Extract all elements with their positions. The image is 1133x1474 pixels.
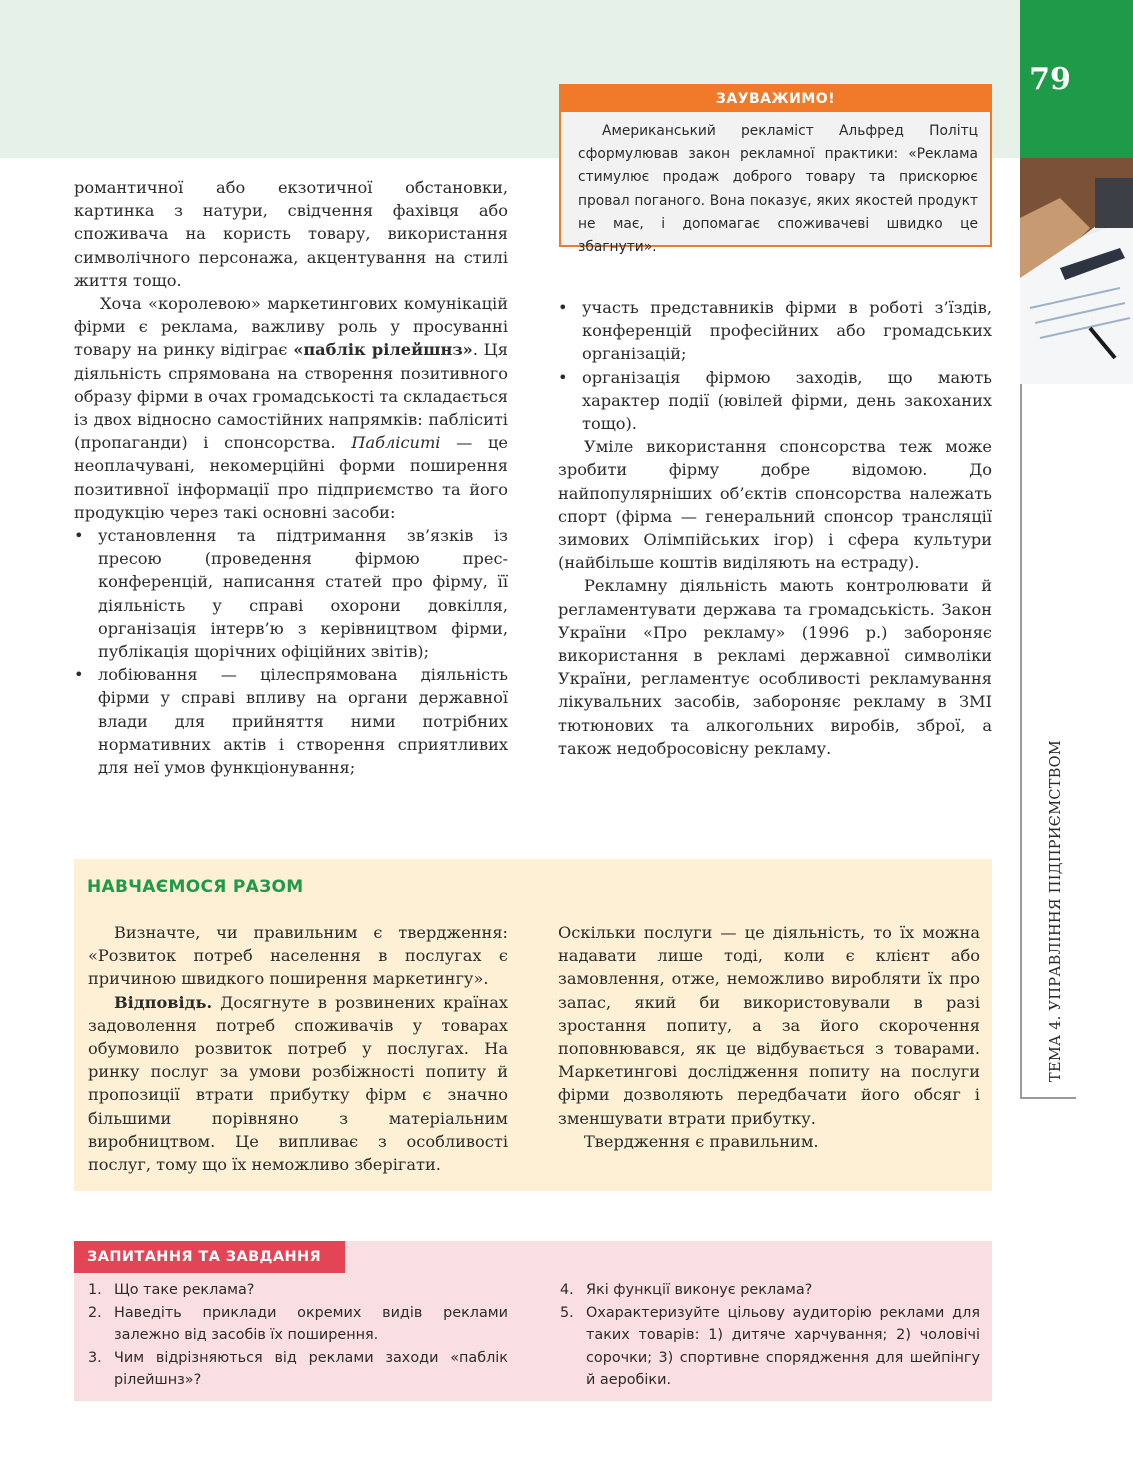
answer-text: Досягнуте в розвинених країнах задоволення потреб споживачів у товарах обумовило розвиток потреб у послугах. На ринку послуг за умови розбіжності попиту й пропозиції втрати прибутку фірм є значно більшими порівняно з матеріальним виробництвом. Це випливає з особливості послуг, тому що їх неможливо зберігати.	[88, 992, 508, 1175]
term-publicity: Пабліситі	[351, 433, 441, 453]
left-column	[74, 176, 508, 779]
questions-box	[74, 1241, 992, 1401]
paragraph: романтичної або екзотичної обстановки, картинка з натури, свідчення фахівця або споживача на користь товару, використання символічного персонажа, акцентування на стилі життя тощо.	[74, 178, 508, 290]
learn-left-column	[88, 921, 508, 1176]
learn-right-column	[558, 921, 980, 1153]
bullet-icon: •	[558, 367, 568, 387]
page-number-tab	[1020, 0, 1133, 158]
text-run: . Ця діяльність спрямована на створення позитивного образу фірми в очах громадськості та складається із двох відносно самостійних напрямків: пабліситі (пропаганди) і спонсорства.	[74, 340, 508, 453]
paragraph-advertising-law: Рекламну діяльність мають контролювати й регламентувати держава та громадськість. Закон України «Про рекламу» (1996 р.) забороняє використання в рекламі державної символіки України, регламентує особливості рекламування лікувальних засобів, забороняє рекламу в ЗМІ тютюнових та алкогольних виробів, зброї, а також недобросовісну рекламу.	[558, 576, 992, 758]
bullet-text: установлення та підтримання зв’язків із пресою (проведення фірмою прес-конференцій, написання статей про фірму, її діяльність у справі охорони довкілля, організація інтерв’ю з керівництвом фірми, публікація щорічних офіційних звітів);	[98, 526, 508, 662]
question-item	[88, 1302, 508, 1347]
bullet-text: участь представників фірми в роботі з’їздів, конференцій професійних або громадських організацій;	[582, 298, 992, 364]
side-divider-foot	[1020, 1097, 1076, 1099]
business-handshake-photo-icon	[1020, 158, 1133, 384]
learn-question: Визначте, чи правильним є твердження: «Розвиток потреб населення в послугах є причиною швидкого поширення маркетингу».	[88, 923, 508, 989]
paragraph-sponsorship: Уміле використання спонсорства теж може зробити фірму добре відомою. До найпопулярніших об’єктів спонсорства належать спорт (фірма — генеральний спонсор трансляції зимових Олімпійських ігор) і сфера культури (найбільше коштів виділяють на естраду).	[558, 437, 992, 573]
bullet-item	[558, 296, 992, 366]
text-run: — це неоплачувані, некомерційні форми поширення позитивної інформації про підприємство та його продукцію через такі основні засоби:	[74, 433, 508, 522]
question-item	[88, 1347, 508, 1392]
question-number: 5.	[560, 1304, 574, 1321]
bullet-text: лобіювання — цілеспрямована діяльність фірми у справі впливу на органи державної влади для прийняття ними потрібних нормативних актів і створення сприятливих для неї умов функціонування;	[98, 665, 508, 778]
learn-answer	[88, 991, 508, 1177]
bullet-text: організація фірмою заходів, що мають характер події (ювілей фірми, день закоханих тощо).	[582, 367, 992, 434]
bullet-item	[74, 524, 508, 663]
question-number: 4.	[560, 1282, 574, 1298]
questions-title: ЗАПИТАННЯ ТА ЗАВДАННЯ	[74, 1241, 345, 1273]
question-item	[88, 1279, 508, 1302]
page-number: 79	[1029, 62, 1071, 97]
text-run: Хоча «королевою» маркетингових комунікацій фірми є реклама, важливу роль у просуванні товару на ринку відіграє	[74, 294, 508, 360]
bullet-icon: •	[558, 298, 568, 317]
question-text: Чим відрізняються від реклами заходи «паблік рілейшнз»?	[114, 1349, 508, 1388]
questions-right-list	[560, 1279, 980, 1392]
right-column	[558, 296, 992, 760]
question-text: Які функції виконує реклама?	[586, 1282, 813, 1298]
learn-conclusion: Твердження є правильним.	[584, 1131, 819, 1151]
question-text: Що таке реклама?	[114, 1282, 255, 1298]
question-item	[560, 1302, 980, 1392]
bullet-item	[74, 663, 508, 779]
question-number: 3.	[88, 1349, 102, 1366]
question-number: 1.	[88, 1282, 102, 1298]
note-text: Американський рекламіст Альфред Політц сформулював закон рекламної практики: «Реклама стимулює продаж доброго товару та прискорює провал поганого. Вона показує, яких якостей продукт не має, і допомагає споживачеві швидко це збагнути».	[578, 123, 978, 256]
bullet-item	[558, 366, 992, 436]
note-title: ЗАУВАЖИМО!	[561, 86, 990, 112]
learn-title: НАВЧАЄМОСЯ РАЗОМ	[87, 877, 304, 897]
term-public-relations: «паблік рілейшнз»	[293, 340, 473, 360]
learn-together-box	[74, 859, 992, 1191]
section-side-label: ТЕМА 4. УПРАВЛІННЯ ПІДПРИЄМСТВОМ	[1048, 740, 1064, 1082]
question-text: Наведіть приклади окремих видів реклами залежно від засобів їх поширення.	[114, 1304, 508, 1343]
question-item	[560, 1279, 980, 1302]
side-divider	[1020, 384, 1022, 1099]
answer-label: Відповідь.	[114, 992, 213, 1012]
answer-continuation: Оскільки послуги — це діяльність, то їх можна надавати лише тоді, коли є клієнт або замовлення, отже, неможливо виробляти їх про запас, який би використовували в разі зростання попиту, а за його скорочення поповнювався, як це відбувається з товарами. Маркетингові дослідження попиту на послуги фірми дозволяють передбачати його обсяг і зменшувати втрати прибутку.	[558, 923, 980, 1128]
bullet-icon: •	[74, 665, 84, 685]
question-text: Охарактеризуйте цільову аудиторію реклами для таких товарів: 1) дитяче харчування; 2) чоловічі сорочки; 3) спортивне спорядження для шейпінгу й аеробіки.	[586, 1304, 980, 1388]
bullet-icon: •	[74, 526, 84, 546]
question-number: 2.	[88, 1304, 102, 1321]
note-callout	[559, 84, 992, 256]
paragraph-public-relations	[74, 292, 508, 524]
questions-left-list	[88, 1279, 508, 1392]
